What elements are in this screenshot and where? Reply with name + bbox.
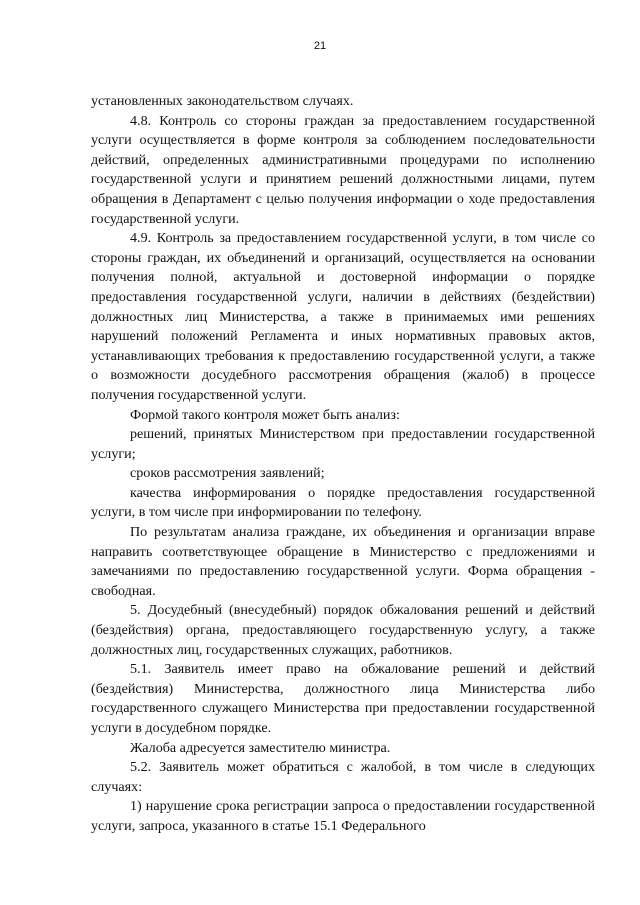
paragraph: Формой такого контроля может быть анализ: <box>130 406 400 423</box>
paragraph: установленных законодательством случаях. <box>91 93 354 109</box>
paragraph: 5.1. Заявитель имеет право на обжалование решений и действий (бездействия) Министерства, должностного лица Министерства либо государственного служащего Министерства при предоставлении государственной услуги в досудебном порядке. <box>91 661 595 736</box>
paragraph: 5. Досудебный (внесудебный) порядок обжалования решений и действий (бездействия) органа, предоставляющего государственную услугу, а также должностных лиц, государственных служащих, работников. <box>91 602 595 658</box>
page-number: 21 <box>313 40 327 52</box>
paragraph: качества информирования о порядке предоставления государственной услуги, в том числе при информировании по телефону. <box>91 484 595 521</box>
paragraph: По результатам анализа граждане, их объединения и организации вправе направить соответствующее обращение в Министерство с предложениями и замечаниями по предоставлению государственной услуги. Форма обращения - свободная. <box>91 524 595 599</box>
paragraph: 4.8. Контроль со стороны граждан за предоставлением государственной услуги осуществляется в форме контроля за соблюдением последовательности действий, определенных административными процедурами по исполнению государственной услуги и принятием решений должностными лицами, путем обращения в Департамент с целью получения информации о ходе предоставления государственной услуги. <box>91 112 595 227</box>
paragraph: решений, принятых Министерством при предоставлении государственной услуги; <box>91 426 595 462</box>
body-text <box>91 92 595 837</box>
paragraph: 1) нарушение срока регистрации запроса о предоставлении государственной услуги, запроса, указанного в статье 15.1 Федерального <box>91 798 595 834</box>
paragraph: 5.2. Заявитель может обратиться с жалобой, в том числе в следующих случаях: <box>91 759 595 795</box>
paragraph: сроков рассмотрения заявлений; <box>130 465 325 482</box>
paragraph: Жалоба адресуется заместителю министра. <box>130 739 391 756</box>
paragraph: 4.9. Контроль за предоставлением государственной услуги, в том числе со стороны граждан, их объединений и организаций, осуществляется на основании получения полной, актуальной и достоверной информации о порядке предоставления государственной услуги, наличии в действиях (бездействии) должностных лиц Министерства, а также в принимаемых ими решениях нарушений положений Регламента и иных нормативных правовых актов, устанавливающих требования к предоставлению государственной услуги, а также о возможности досудебного рассмотрения обращения (жалоб) в процессе получения государственной услуги. <box>91 230 595 403</box>
